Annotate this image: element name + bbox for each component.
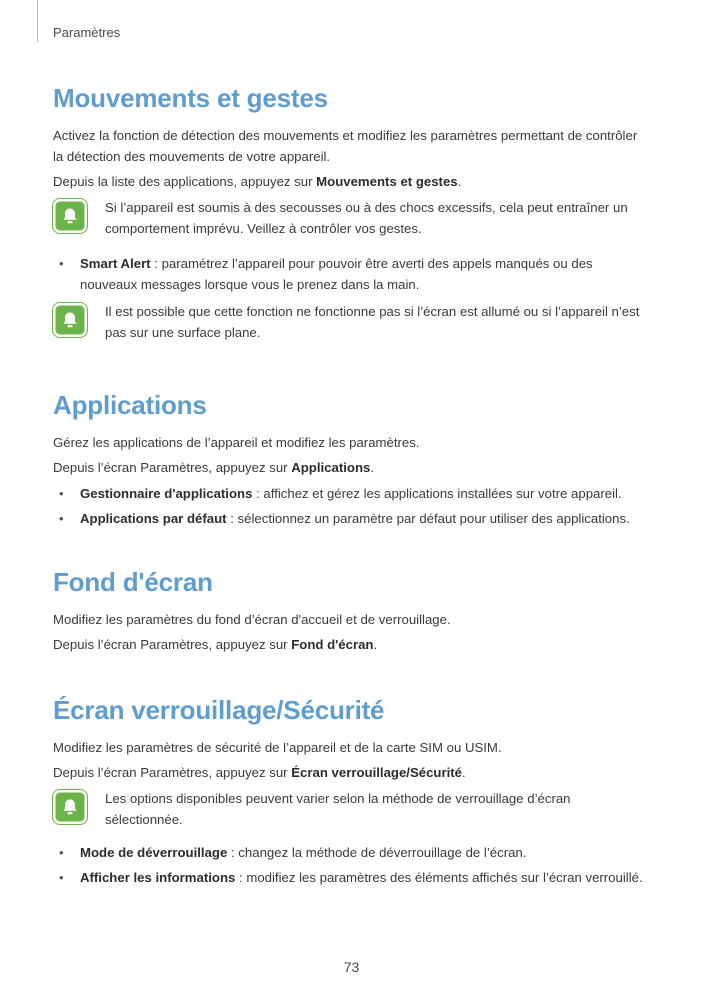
section-intro: Modifiez les paramètres de sécurité de l’appareil et de la carte SIM ou USIM. [53,740,502,755]
note-text: Il est possible que cette fonction ne fonctionne pas si l’écran est allumé ou si l’appareil n’est pas sur une surface plane. [105,304,640,340]
note-text: Si l’appareil est soumis à des secousses ou à des chocs excessifs, cela peut entraîner un comportement imprévu. Veillez à contrôler vos gestes. [105,200,628,236]
section-intro: Activez la fonction de détection des mouvements et modifiez les paramètres permettant de contrôler la détection des mouvements de votre appareil. [53,128,638,164]
bell-icon [53,199,87,233]
note-box [53,788,648,830]
list-item: • Gestionnaire d'applications : affichez et gérez les applications installées sur votre appareil. [59,486,622,501]
bell-icon [53,303,87,337]
note-text: Les options disponibles peuvent varier selon la méthode de verrouillage d’écran sélectionnée. [105,791,571,827]
list-item-term: Applications par défaut [80,511,227,526]
section-title: Applications [53,390,207,420]
bell-icon [53,790,87,824]
note-box [53,197,648,239]
menu-path-target: Écran verrouillage/Sécurité [291,765,462,780]
list-item-text: : affichez et gérez les applications installées sur votre appareil. [252,486,622,501]
section-title: Écran verrouillage/Sécurité [53,695,385,725]
section-intro: Gérez les applications de l’appareil et modifiez les paramètres. [53,435,420,450]
section-intro: Modifiez les paramètres du fond d’écran d'accueil et de verrouillage. [53,612,451,627]
list-item-term: Afficher les informations [80,870,236,885]
list-item: • Smart Alert : paramétrez l’appareil pour pouvoir être averti des appels manqués ou des nouveaux messages lorsque vous le prenez dans la main. [59,256,593,292]
header-divider [37,0,38,42]
menu-path-target: Mouvements et gestes [316,174,458,189]
section-title: Fond d'écran [53,567,213,597]
bullet-list [53,842,648,888]
menu-path-target: Applications [291,460,371,475]
list-item-term: Gestionnaire d'applications [80,486,253,501]
list-item-term: Mode de déverrouillage [80,845,228,860]
bullet-list [53,253,648,295]
page-number: 73 [343,959,360,975]
list-item: • Applications par défaut : sélectionnez un paramètre par défaut pour utiliser des applications. [59,511,630,526]
section-fond-ecran [53,567,648,655]
section-securite [53,695,648,888]
list-item-text: : paramétrez l’appareil pour pouvoir être averti des appels manqués ou des nouveaux messages lorsque vous le prenez dans la main. [80,256,593,292]
running-header: Paramètres [53,25,121,40]
list-item: • Afficher les informations : modifiez les paramètres des éléments affichés sur l’écran verrouillé. [59,870,643,885]
section-mouvements [53,83,648,343]
note-box [53,301,648,343]
list-item-text: : modifiez les paramètres des éléments affichés sur l’écran verrouillé. [235,870,643,885]
navigation-path: Depuis l’écran Paramètres, appuyez sur Applications. [53,460,375,475]
section-applications [53,390,648,529]
section-title: Mouvements et gestes [53,83,328,113]
navigation-path: Depuis l’écran Paramètres, appuyez sur Écran verrouillage/Sécurité. [53,765,466,780]
bullet-list [53,483,648,529]
list-item-text: : sélectionnez un paramètre par défaut pour utiliser des applications. [226,511,630,526]
list-item: • Mode de déverrouillage : changez la méthode de déverrouillage de l’écran. [59,845,527,860]
navigation-path: Depuis l’écran Paramètres, appuyez sur Fond d'écran. [53,637,378,652]
navigation-path: Depuis la liste des applications, appuyez sur Mouvements et gestes. [53,174,462,189]
list-item-text: : changez la méthode de déverrouillage de l’écran. [227,845,527,860]
menu-path-target: Fond d'écran [291,637,374,652]
list-item-term: Smart Alert [80,256,151,271]
